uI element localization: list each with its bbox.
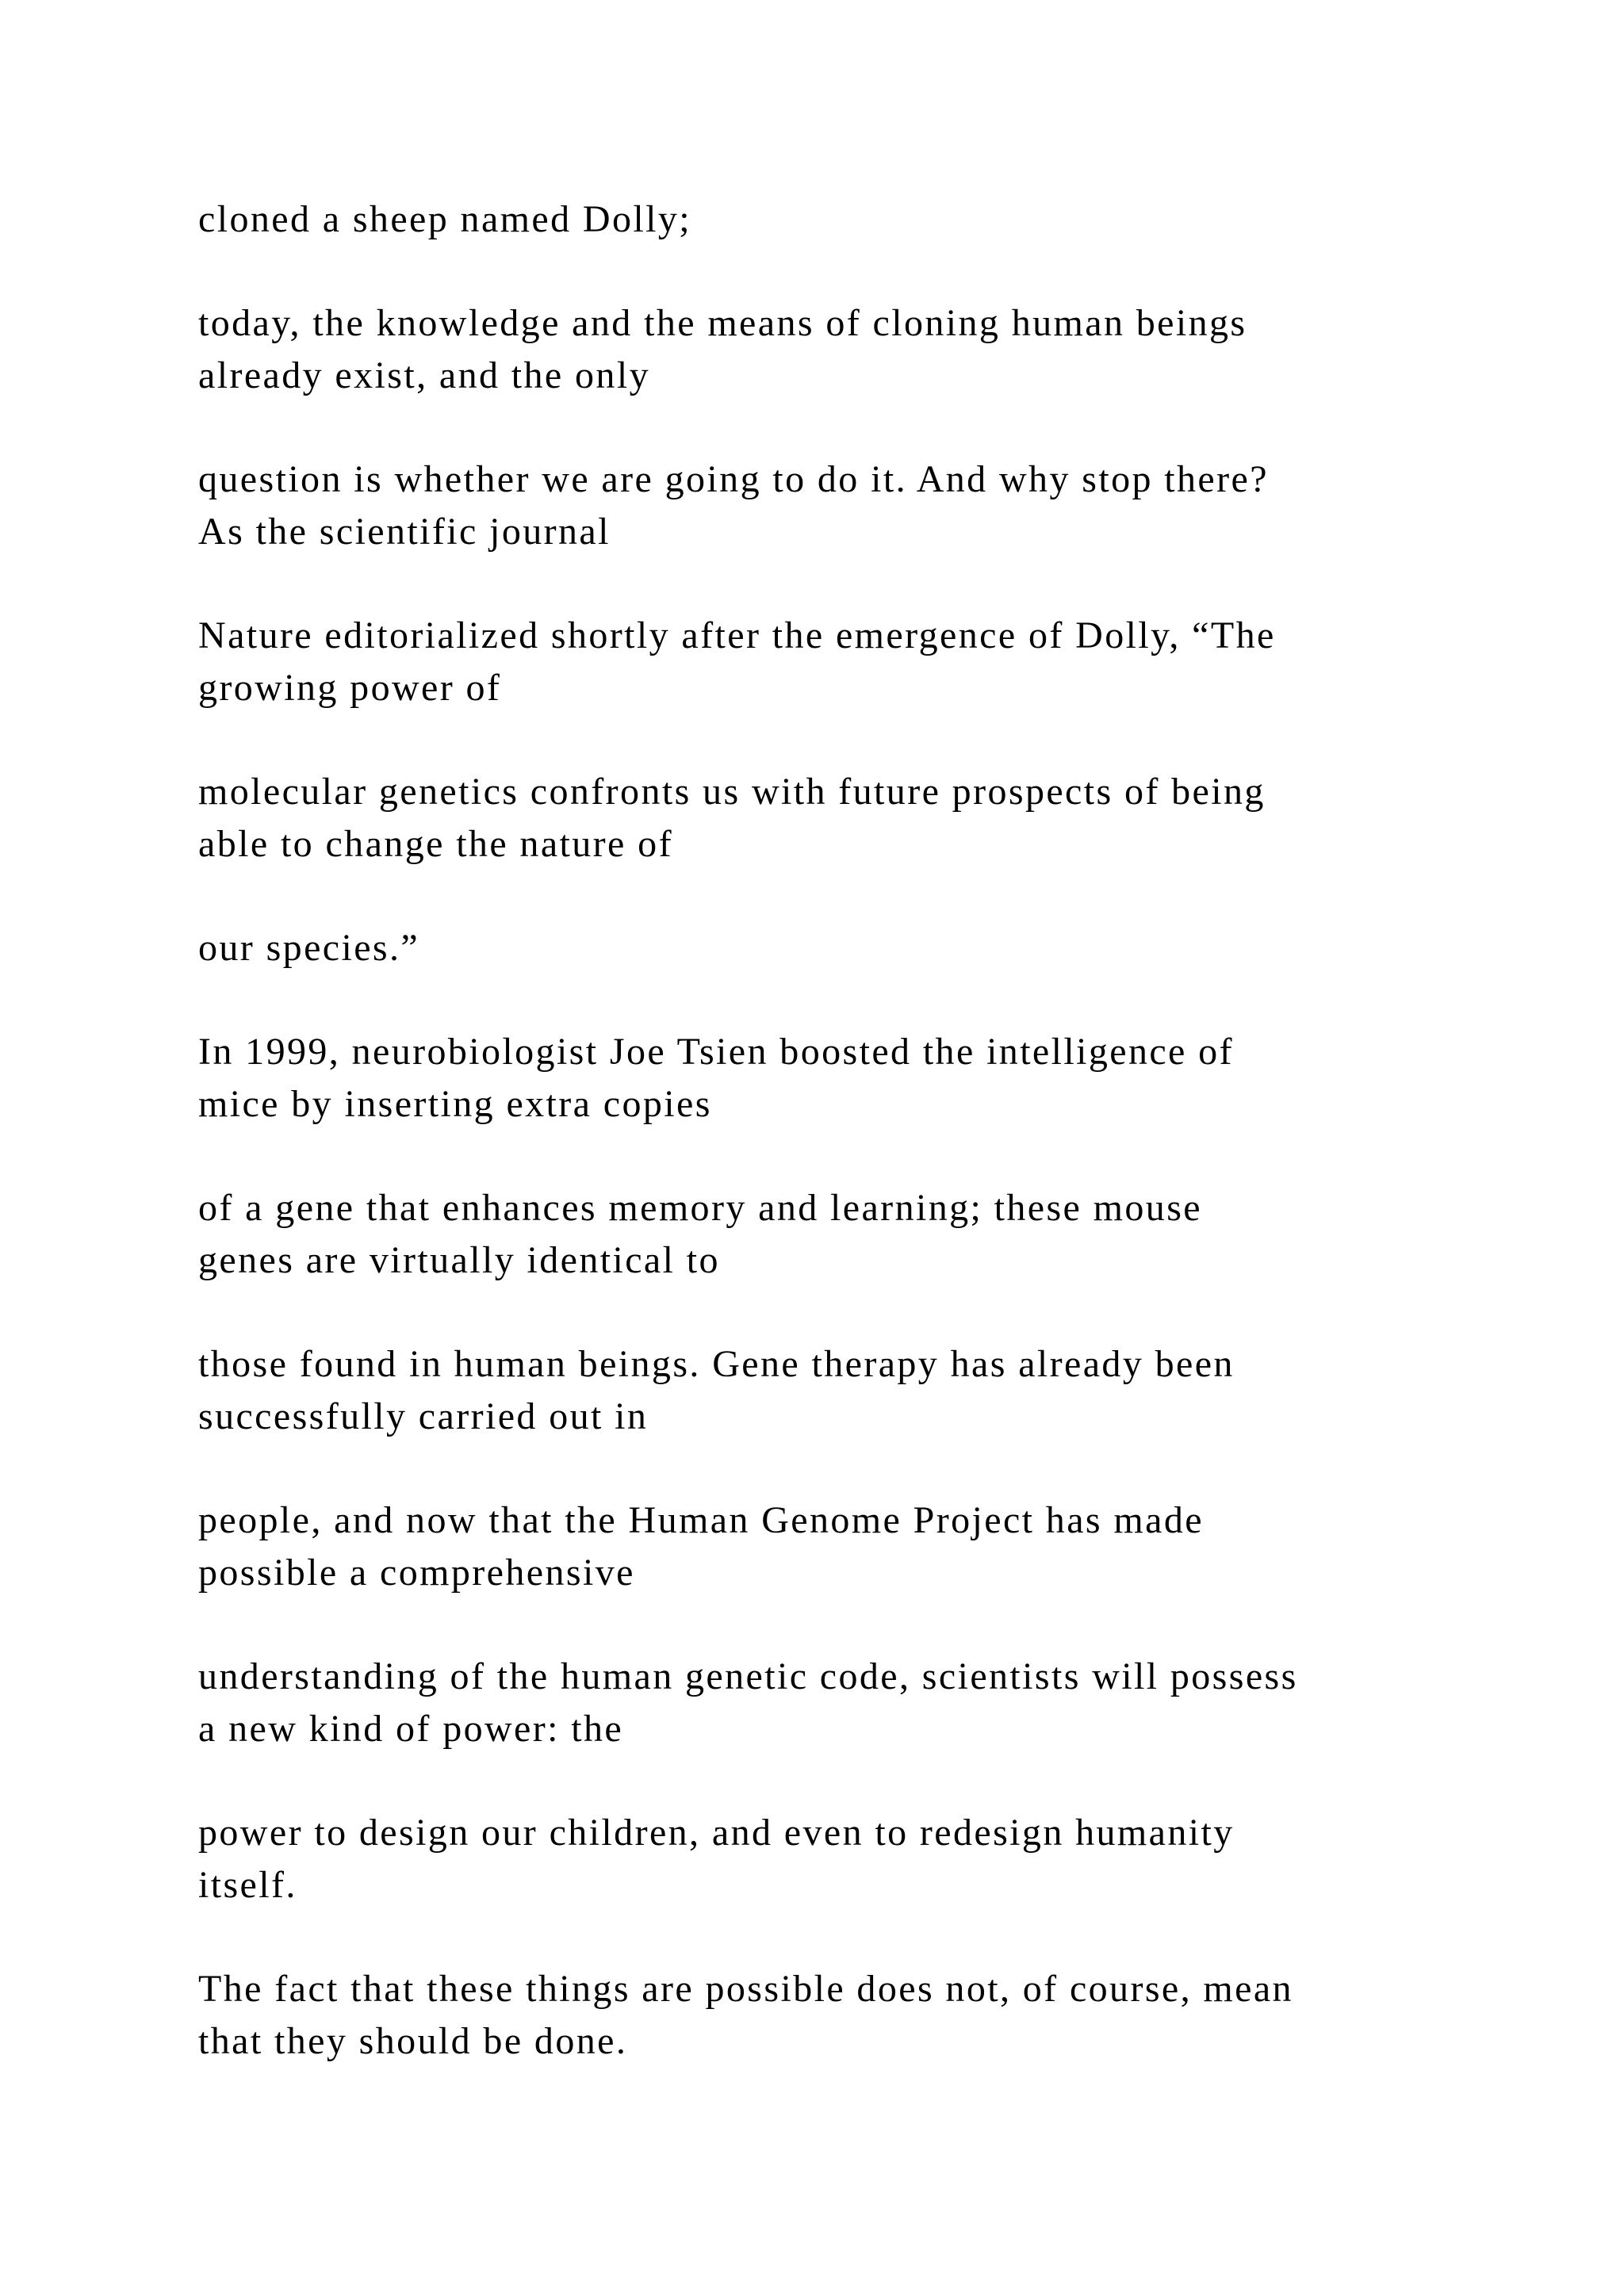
paragraph — [198, 193, 1467, 246]
text-line: of a gene that enhances memory and learning; these mouse — [198, 1187, 1202, 1229]
document-body — [198, 193, 1467, 2119]
text-line: successfully carried out in — [198, 1395, 649, 1437]
paragraph — [198, 922, 1467, 974]
text-line: In 1999, neurobiologist Joe Tsien boosted the intelligence of — [198, 1031, 1234, 1073]
text-line: that they should be done. — [198, 2020, 628, 2062]
text-line: mice by inserting extra copies — [198, 1083, 712, 1125]
paragraph — [198, 1651, 1467, 1755]
text-line: people, and now that the Human Genome Project has made — [198, 1499, 1204, 1541]
text-line: a new kind of power: the — [198, 1708, 624, 1750]
paragraph — [198, 766, 1467, 871]
text-line: already exist, and the only — [198, 354, 650, 396]
text-line: Nature editorialized shortly after the emergence of Dolly, “The — [198, 614, 1276, 656]
text-line: growing power of — [198, 667, 502, 709]
text-line: As the scientific journal — [198, 511, 611, 553]
text-line: our species.” — [198, 927, 420, 969]
paragraph — [198, 1182, 1467, 1287]
text-line: itself. — [198, 1864, 297, 1906]
paragraph — [198, 1494, 1467, 1599]
text-line: possible a comprehensive — [198, 1552, 635, 1594]
paragraph — [198, 610, 1467, 714]
paragraph — [198, 297, 1467, 402]
paragraph — [198, 1807, 1467, 1911]
text-line: question is whether we are going to do it. And why stop there? — [198, 458, 1269, 500]
text-line: understanding of the human genetic code, scientists will possess — [198, 1655, 1298, 1697]
paragraph — [198, 1338, 1467, 1443]
paragraph — [198, 1963, 1467, 2068]
paragraph — [198, 453, 1467, 558]
text-line: able to change the nature of — [198, 823, 673, 865]
text-line: today, the knowledge and the means of cloning human beings — [198, 302, 1247, 344]
text-line: cloned a sheep named Dolly; — [198, 198, 691, 240]
text-line: molecular genetics confronts us with future prospects of being — [198, 771, 1266, 813]
paragraph — [198, 1026, 1467, 1131]
text-line: genes are virtually identical to — [198, 1239, 720, 1281]
text-line: those found in human beings. Gene therapy has already been — [198, 1343, 1235, 1385]
text-line: The fact that these things are possible does not, of course, mean — [198, 1968, 1293, 2010]
text-line: power to design our children, and even to redesign humanity — [198, 1812, 1235, 1854]
